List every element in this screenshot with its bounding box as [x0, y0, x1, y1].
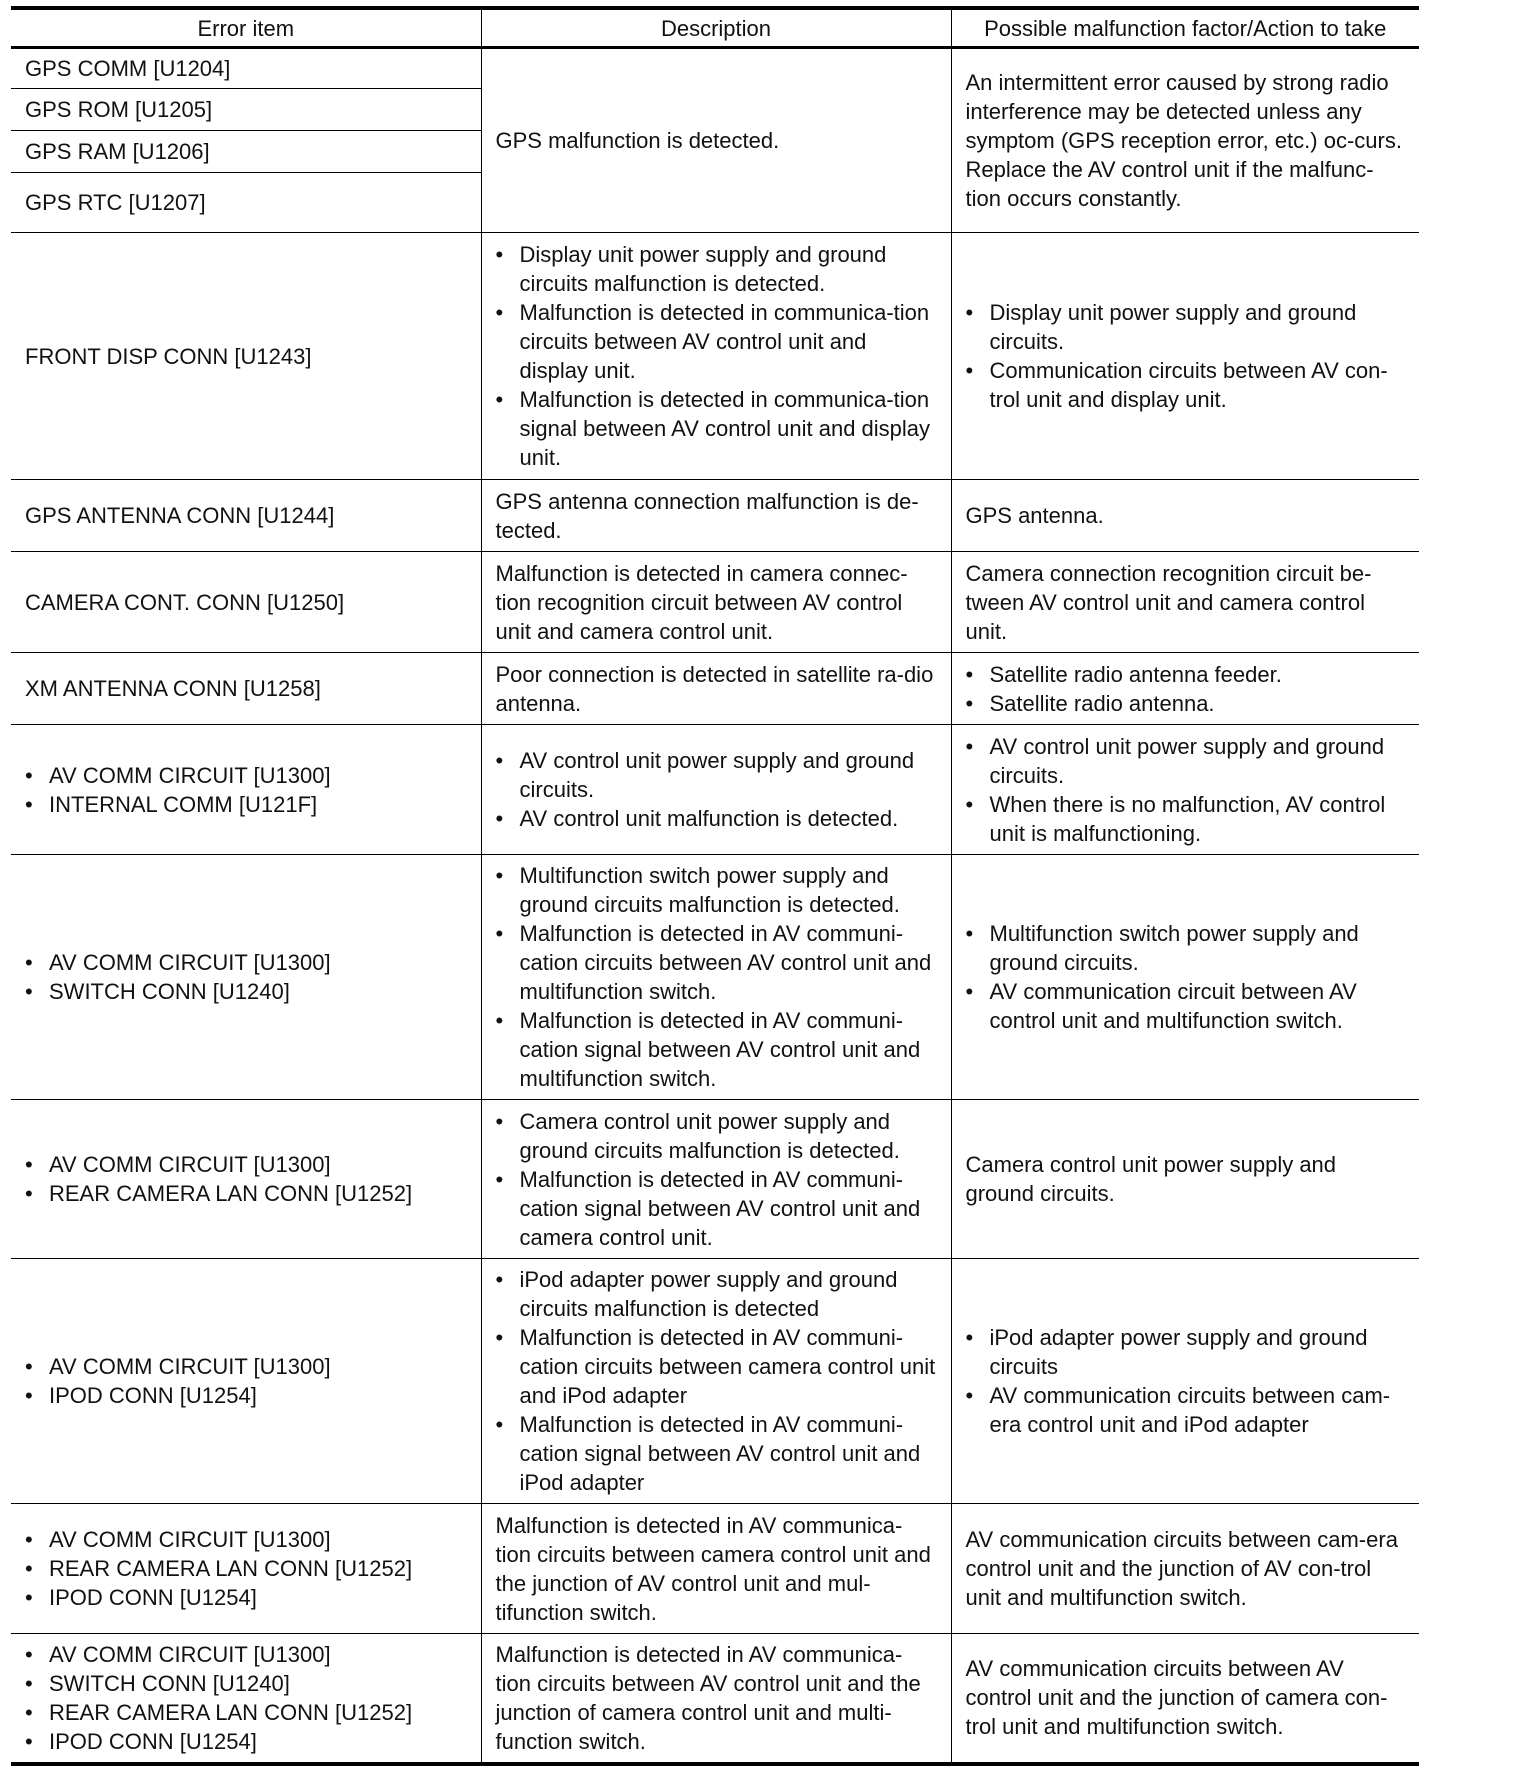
list-item: • REAR CAMERA LAN CONN [U1252] — [25, 1179, 467, 1208]
table-row — [11, 1634, 1419, 1764]
description-cell: Malfunction is detected in camera connec-tion recognition circuit between AV control unit and camera control unit. — [481, 552, 951, 653]
list-item: • Satellite radio antenna feeder. — [966, 660, 1406, 689]
error-item-cell: XM ANTENNA CONN [U1258] — [11, 653, 481, 725]
table-row — [11, 725, 1419, 855]
list-item: • AV control unit power supply and ground circuits. — [496, 746, 937, 804]
description-list — [496, 240, 937, 472]
list-item: • Communication circuits between AV con-trol unit and display unit. — [966, 356, 1406, 414]
error-item-list — [25, 1525, 467, 1612]
list-item: • Multifunction switch power supply and ground circuits. — [966, 919, 1406, 977]
action-list — [966, 660, 1406, 718]
action-cell — [951, 233, 1419, 480]
error-item-list — [25, 1352, 467, 1410]
list-item: • AV communication circuits between cam-era control unit and iPod adapter — [966, 1381, 1406, 1439]
table-row — [11, 233, 1419, 480]
header-row — [11, 8, 1419, 48]
description-list — [496, 1265, 937, 1497]
table-row — [11, 653, 1419, 725]
list-item: • IPOD CONN [U1254] — [25, 1381, 467, 1410]
list-item: • Malfunction is detected in communica-tion circuits between AV control unit and display unit. — [496, 298, 937, 385]
action-cell — [951, 653, 1419, 725]
list-item: • Multifunction switch power supply and ground circuits malfunction is detected. — [496, 861, 937, 919]
action-list — [966, 732, 1406, 848]
description-cell — [481, 1100, 951, 1259]
error-item-cell: GPS RTC [U1207] — [11, 173, 481, 233]
error-item-cell: GPS RAM [U1206] — [11, 131, 481, 173]
list-item: • SWITCH CONN [U1240] — [25, 977, 467, 1006]
description-cell: Poor connection is detected in satellite ra-dio antenna. — [481, 653, 951, 725]
action-cell — [951, 1259, 1419, 1504]
description-cell — [481, 855, 951, 1100]
list-item: • INTERNAL COMM [U121F] — [25, 790, 467, 819]
action-cell — [951, 855, 1419, 1100]
list-item: • Display unit power supply and ground circuits. — [966, 298, 1406, 356]
action-list — [966, 298, 1406, 414]
list-item: • Malfunction is detected in AV communi-cation signal between AV control unit and camera control unit. — [496, 1165, 937, 1252]
error-item-cell — [11, 855, 481, 1100]
list-item: • Malfunction is detected in AV communi-cation circuits between camera control unit and iPod adapter — [496, 1323, 937, 1410]
error-item-cell — [11, 1259, 481, 1504]
description-list — [496, 861, 937, 1093]
list-item: • When there is no malfunction, AV control unit is malfunctioning. — [966, 790, 1406, 848]
action-cell: AV communication circuits between cam-era control unit and the junction of AV con-trol unit and multifunction switch. — [951, 1504, 1419, 1634]
error-item-cell: GPS COMM [U1204] — [11, 48, 481, 89]
list-item: • SWITCH CONN [U1240] — [25, 1669, 467, 1698]
error-item-cell: GPS ANTENNA CONN [U1244] — [11, 480, 481, 552]
list-item: • AV COMM CIRCUIT [U1300] — [25, 761, 467, 790]
header-error-item: Error item — [11, 8, 481, 48]
table-row — [11, 48, 1419, 89]
error-item-cell: GPS ROM [U1205] — [11, 89, 481, 131]
action-cell — [951, 725, 1419, 855]
list-item: • AV control unit power supply and ground circuits. — [966, 732, 1406, 790]
list-item: • IPOD CONN [U1254] — [25, 1583, 467, 1612]
error-item-list — [25, 1640, 467, 1756]
list-item: • REAR CAMERA LAN CONN [U1252] — [25, 1554, 467, 1583]
action-text: An intermittent error caused by strong radio interference may be detected unless any symptom (GPS reception error, etc.) oc-curs. Replace the AV control unit if the malfunc-tion occurs constantly. — [965, 70, 1402, 211]
table-row — [11, 480, 1419, 552]
list-item: • AV control unit malfunction is detected. — [496, 804, 937, 833]
list-item: • AV COMM CIRCUIT [U1300] — [25, 1352, 467, 1381]
error-item-list — [25, 1150, 467, 1208]
list-item: • AV COMM CIRCUIT [U1300] — [25, 948, 467, 977]
list-item: • Malfunction is detected in communica-tion signal between AV control unit and display unit. — [496, 385, 937, 472]
error-item-list — [25, 761, 467, 819]
list-item: • AV COMM CIRCUIT [U1300] — [25, 1150, 467, 1179]
description-list — [496, 1107, 937, 1252]
list-item: • Malfunction is detected in AV communi-cation signal between AV control unit and multifunction switch. — [496, 1006, 937, 1093]
action-list — [966, 1323, 1406, 1439]
description-list — [496, 746, 937, 833]
table-row — [11, 1100, 1419, 1259]
description-cell — [481, 725, 951, 855]
action-cell: AV communication circuits between AV control unit and the junction of camera con-trol unit and multifunction switch. — [951, 1634, 1419, 1764]
list-item: • AV COMM CIRCUIT [U1300] — [25, 1640, 467, 1669]
description-cell: GPS malfunction is detected. — [481, 48, 951, 233]
list-item: • REAR CAMERA LAN CONN [U1252] — [25, 1698, 467, 1727]
error-item-cell — [11, 725, 481, 855]
list-item: • Malfunction is detected in AV communi-cation circuits between AV control unit and multifunction switch. — [496, 919, 937, 1006]
header-action: Possible malfunction factor/Action to take — [951, 8, 1419, 48]
description-cell — [481, 233, 951, 480]
error-item-table — [11, 6, 1419, 1766]
table-row — [11, 1259, 1419, 1504]
error-item-list — [25, 948, 467, 1006]
list-item: • Malfunction is detected in AV communi-cation signal between AV control unit and iPod adapter — [496, 1410, 937, 1497]
list-item: • Camera control unit power supply and ground circuits malfunction is detected. — [496, 1107, 937, 1165]
action-list — [966, 919, 1406, 1035]
description-cell: Malfunction is detected in AV communica-tion circuits between camera control unit and the junction of AV control unit and mul-tifunction switch. — [481, 1504, 951, 1634]
error-item-cell — [11, 1100, 481, 1259]
error-item-cell — [11, 1634, 481, 1764]
error-item-cell — [11, 1504, 481, 1634]
list-item: • AV COMM CIRCUIT [U1300] — [25, 1525, 467, 1554]
action-cell: Camera connection recognition circuit be-tween AV control unit and camera control unit. — [951, 552, 1419, 653]
description-cell — [481, 1259, 951, 1504]
list-item: • AV communication circuit between AV control unit and multifunction switch. — [966, 977, 1406, 1035]
action-cell: Camera control unit power supply and ground circuits. — [951, 1100, 1419, 1259]
table-row — [11, 1504, 1419, 1634]
list-item: • iPod adapter power supply and ground circuits malfunction is detected — [496, 1265, 937, 1323]
list-item: • Satellite radio antenna. — [966, 689, 1406, 718]
list-item: • IPOD CONN [U1254] — [25, 1727, 467, 1756]
table-row — [11, 552, 1419, 653]
description-cell: Malfunction is detected in AV communica-tion circuits between AV control unit and the junction of camera control unit and multi-function switch. — [481, 1634, 951, 1764]
list-item: • Display unit power supply and ground circuits malfunction is detected. — [496, 240, 937, 298]
table-row — [11, 855, 1419, 1100]
action-cell — [951, 48, 1419, 233]
header-description: Description — [481, 8, 951, 48]
error-item-cell: CAMERA CONT. CONN [U1250] — [11, 552, 481, 653]
action-cell: GPS antenna. — [951, 480, 1419, 552]
list-item: • iPod adapter power supply and ground circuits — [966, 1323, 1406, 1381]
description-cell: GPS antenna connection malfunction is de-tected. — [481, 480, 951, 552]
error-item-cell: FRONT DISP CONN [U1243] — [11, 233, 481, 480]
